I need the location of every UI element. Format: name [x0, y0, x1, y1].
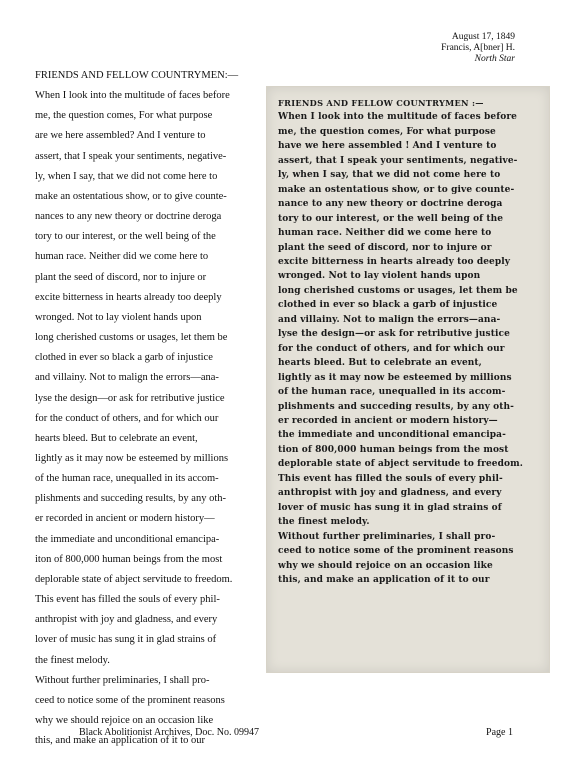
newspaper-scan-image [266, 86, 550, 673]
transcript-line: make an ostentatious show, or to give counte- [35, 190, 227, 202]
transcript-line: of the human race, unequalled in its accom- [35, 473, 219, 485]
scan-line: the immediate and unconditional emancipa- [278, 430, 506, 441]
scan-line: the finest melody. [278, 517, 370, 528]
scan-line: clothed in ever so black a garb of injustice [278, 300, 498, 311]
scan-line: This event has filled the souls of every phil- [278, 473, 503, 484]
scan-line: ceed to notice some of the prominent reasons [278, 546, 514, 557]
transcript-line: human race. Neither did we come here to [35, 251, 209, 263]
scan-line: ly, when I say, that we did not come here to [278, 170, 501, 181]
scan-line: anthropist with joy and gladness, and every [278, 488, 502, 499]
archive-citation: Black Abolitionist Archives, Doc. No. 09947 [79, 727, 259, 738]
scan-line: lightly as it may now be esteemed by millions [278, 372, 512, 383]
transcript-line: FRIENDS AND FELLOW COUNTRYMEN:— [35, 70, 239, 81]
transcription-text [35, 66, 257, 751]
transcript-line: deplorable state of abject servitude to freedom. [35, 573, 233, 585]
scan-line: When I look into the multitude of faces before [278, 112, 517, 123]
scan-line: and villainy. Not to malign the errors—ana- [278, 314, 501, 325]
transcript-line: lyse the design—or ask for retributive justice [35, 392, 225, 404]
scan-line: FRIENDS AND FELLOW COUNTRYMEN :— [278, 98, 484, 108]
transcript-line: lightly as it may now be esteemed by millions [35, 452, 229, 464]
transcript-line: hearts bleed. But to celebrate an event, [35, 432, 198, 444]
scanned-column-text [278, 96, 540, 587]
scan-line: this, and make an application of it to our [278, 574, 490, 585]
scan-line: Without further preliminaries, I shall pro- [278, 531, 496, 542]
transcript-line: ly, when I say, that we did not come here to [35, 170, 218, 182]
transcript-line: er recorded in ancient or modern history— [35, 513, 215, 525]
scan-line: for the conduct of others, and for which our [278, 343, 505, 354]
transcript-line: clothed in ever so black a garb of injustice [35, 352, 213, 364]
transcript-line: plishments and succeding results, by any oth- [35, 493, 227, 505]
transcript-line: tory to our interest, or the well being of the [35, 231, 216, 243]
scan-line: tory to our interest, or the well being of the [278, 213, 504, 224]
scan-line: tion of 800,000 human beings from the most [278, 444, 509, 455]
transcript-line: nances to any new theory or doctrine deroga [35, 211, 222, 223]
transcript-line: long cherished customs or usages, let them be [35, 332, 228, 344]
scan-line: have we here assembled ! And I venture to [278, 141, 497, 152]
scan-line: plishments and succeding results, by any oth- [278, 401, 514, 412]
transcript-line: excite bitterness in hearts already too deeply [35, 291, 222, 303]
scan-line: human race. Neither did we come here to [278, 228, 492, 239]
transcript-line: wronged. Not to lay violent hands upon [35, 311, 202, 323]
transcript-line: iton of 800,000 human beings from the most [35, 553, 223, 565]
transcript-line: me, the question comes, For what purpose [35, 110, 213, 122]
document-author: Francis, A[bner] H. [441, 43, 515, 53]
page-number: Page 1 [486, 727, 513, 738]
scan-line: make an ostentatious show, or to give counte- [278, 184, 515, 195]
transcript-line: anthropist with joy and gladness, and every [35, 614, 218, 626]
scan-line: of the human race, unequalled in its accom- [278, 387, 506, 398]
transcript-line: the immediate and unconditional emancipa- [35, 533, 220, 545]
transcript-line: Without further preliminaries, I shall pro- [35, 674, 210, 686]
scan-line: plant the seed of discord, nor to injure or [278, 242, 492, 253]
scan-line: long cherished customs or usages, let them be [278, 285, 518, 296]
scan-line: deplorable state of abject servitude to freedom. [278, 459, 523, 470]
transcript-line: for the conduct of others, and for which our [35, 412, 219, 424]
transcript-line: and villainy. Not to malign the errors—ana- [35, 372, 219, 384]
transcript-line: why we should rejoice on an occasion like [35, 715, 214, 726]
scan-line: nance to any new theory or doctrine deroga [278, 199, 503, 210]
document-metadata [441, 32, 515, 65]
transcript-line: this, and make an application of it to our [35, 735, 205, 747]
scan-line: lyse the design—or ask for retributive justice [278, 329, 510, 340]
scan-line: lover of music has sung it in glad strains of [278, 502, 502, 513]
scan-line: excite bitterness in hearts already too deeply [278, 256, 511, 267]
transcript-line: When I look into the multitude of faces before [35, 90, 230, 102]
scan-line: me, the question comes, For what purpose [278, 126, 496, 137]
transcript-line: lover of music has sung it in glad strains of [35, 634, 217, 646]
transcript-line: This event has filled the souls of every phil- [35, 594, 220, 606]
scan-line: why we should rejoice on an occasion like [278, 560, 493, 571]
transcript-line: ceed to notice some of the prominent reasons [35, 694, 225, 706]
transcript-line: assert, that I speak your sentiments, negative- [35, 150, 227, 162]
scan-line: assert, that I speak your sentiments, negative- [278, 155, 518, 166]
transcript-line: are we here assembled? And I venture to [35, 130, 206, 142]
transcript-line: the finest melody. [35, 654, 110, 666]
scan-line: wronged. Not to lay violent hands upon [278, 271, 481, 282]
document-date: August 17, 1849 [451, 32, 515, 42]
transcript-line: plant the seed of discord, nor to injure or [35, 271, 207, 283]
document-publication: North Star [474, 54, 515, 64]
scan-line: er recorded in ancient or modern history— [278, 415, 498, 426]
scan-line: hearts bleed. But to celebrate an event, [278, 358, 482, 369]
